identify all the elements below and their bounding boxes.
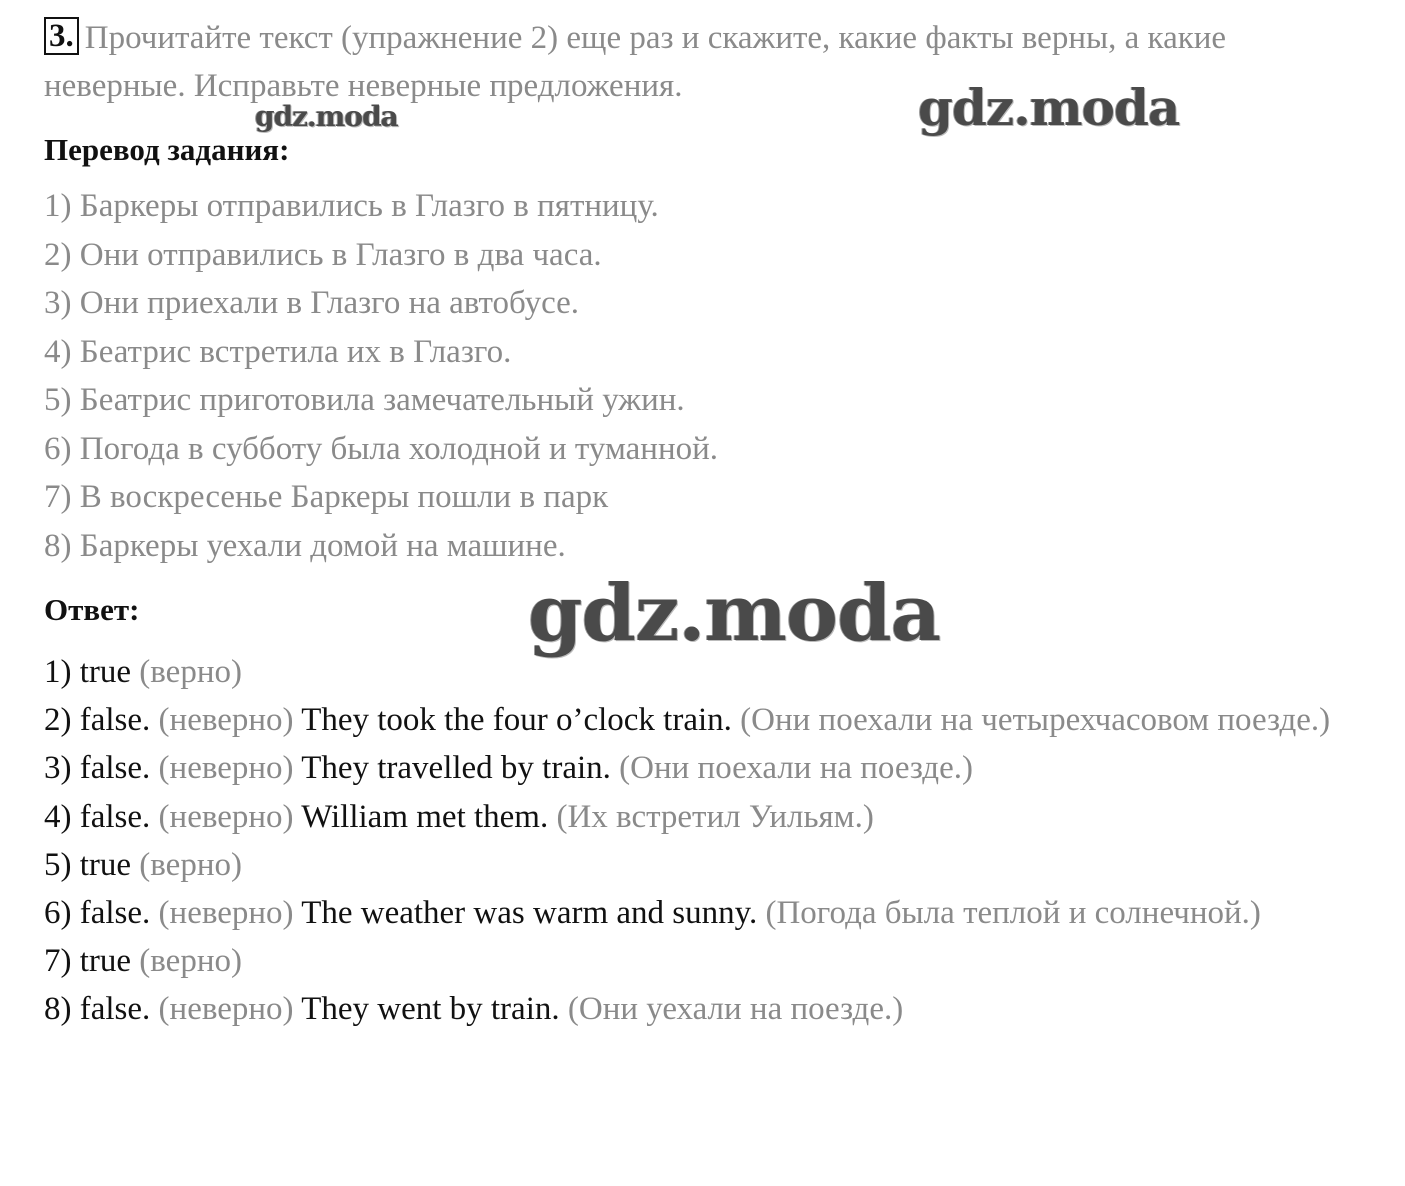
answer-item (44, 841, 1364, 889)
answer-verdict: (неверно) (158, 895, 294, 932)
answer-correction: The weather was warm and sunny. (301, 895, 758, 932)
answer-item (44, 744, 1364, 792)
answer-main: 2) false. (44, 702, 151, 739)
answer-correction: They went by train. (301, 991, 560, 1028)
task-heading (44, 14, 1364, 110)
answer-translation: (Они уехали на поезде.) (567, 991, 904, 1028)
translation-item: 5) Беатрис приготовила замечательный ужин. (44, 382, 685, 418)
answer-list (44, 648, 1364, 1034)
translation-item: 4) Беатрис встретила их в Глазго. (44, 333, 512, 370)
answer-verdict: (верно) (139, 846, 242, 883)
watermark-small: gdz.moda (255, 100, 398, 133)
translation-item: 6) Погода в субботу была холодной и туманной. (44, 430, 719, 467)
answer-item (44, 889, 1364, 937)
answer-main: 4) false. (44, 798, 151, 835)
task-number: 3. (44, 17, 79, 55)
answer-item (44, 696, 1364, 744)
translation-item: 3) Они приехали в Глазго на автобусе. (44, 285, 580, 321)
answer-verdict: (неверно) (158, 750, 294, 787)
watermark-medium: gdz.moda (918, 78, 1180, 137)
answer-correction: They travelled by train. (301, 750, 611, 787)
answer-translation: (Они поехали на четырехчасовом поезде.) (740, 702, 1331, 739)
translation-item: 1) Баркеры отправились в Глазго в пятницу. (44, 188, 659, 224)
answer-main: 6) false. (44, 895, 151, 932)
answer-translation: (Их встретил Уильям.) (556, 798, 874, 835)
answer-translation: (Они поехали на поезде.) (619, 750, 973, 787)
watermark-large: gdz.moda (528, 568, 941, 659)
answer-correction: They took the four o’clock train. (301, 702, 732, 739)
answer-verdict: (неверно) (158, 798, 294, 835)
answer-title: Ответ: (44, 592, 140, 627)
answer-translation: (Погода была теплой и солнечной.) (765, 895, 1261, 932)
answer-main: 1) true (44, 654, 132, 690)
translation-item: 8) Баркеры уехали домой на машине. (44, 527, 566, 564)
answer-main: 7) true (44, 943, 132, 980)
answer-item (44, 937, 1364, 985)
answer-item (44, 793, 1364, 841)
answer-item (44, 648, 1364, 696)
answer-main: 3) false. (44, 750, 151, 787)
translation-list (44, 182, 1364, 570)
translation-title: Перевод задания: (44, 132, 290, 167)
document-page (44, 14, 1364, 1034)
answer-verdict: (верно) (139, 943, 242, 980)
answer-main: 5) true (44, 846, 132, 883)
answer-correction: William met them. (301, 798, 549, 835)
answer-main: 8) false. (44, 991, 151, 1028)
translation-item: 2) Они отправились в Глазго в два часа. (44, 236, 602, 273)
answer-verdict: (неверно) (158, 702, 294, 739)
answer-verdict: (верно) (139, 654, 242, 690)
translation-item: 7) В воскресенье Баркеры пошли в парк (44, 479, 609, 515)
task-instruction: Прочитайте текст (упражнение 2) еще раз и скажите, какие факты верны, а какие неверные. Исправьте неверные предложения. (44, 20, 1227, 104)
answer-item (44, 985, 1364, 1033)
answer-verdict: (неверно) (158, 991, 294, 1028)
